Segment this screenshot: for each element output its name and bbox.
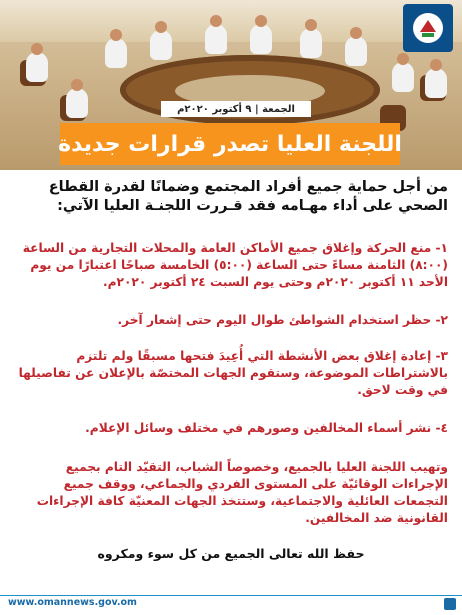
appeal-paragraph: وتهيب اللجنة العليا بالجميع، وخصوصاً الشباب، التقيّد التام بجميع الإجراءات الوقائيّة على المستوى الفردي والجماعي، ووقف جميع التجمعات العائلية والاجتماعية، وستتخذ الجهات المعنيّة كافة الإجراءات القانونية ضد المخالفين. <box>36 460 448 525</box>
closing-text: حفظ الله تعالى الجميع من كل سوء ومكروه <box>97 546 365 561</box>
emblem-icon <box>410 10 446 46</box>
decision-item-4: ٤- نشر أسماء المخالفين وصورهم في مختلف وسائل الإعلام. <box>85 421 448 435</box>
decision-item-1: ١- منع الحركة وإغلاق جميع الأماكن العامة والمحلات التجارية من الساعة (٨:٠٠) الثامنة مساءً حتى الساعة (٥:٠٠) الخامسة صباحًا اعتبارًا من يوم الأحد ١١ أكتوبر ٢٠٢٠م وحتى يوم السبت ٢٤ أكتوبر ٢٠٢٠م. <box>22 241 448 289</box>
decision-item-2: ٢- حظر استخدام الشواطئ طوال اليوم حتى إشعار آخر. <box>117 313 448 327</box>
intro-text: من أجل حماية جميع أفراد المجتمع وضمانًا لقدرة القطاع الصحي على أداء مهـامه فقد قـررت اللجنـة العليا الآتي: <box>48 179 448 214</box>
decision-item-3: ٣- إعادة إغلاق بعض الأنشطة التي أُعِيدَ فتحها مسبقًا ولم تلتزم بالاشتراطات الموضوعة، وستقوم الجهات المختصّة بالإعلان عن تفاصيلها في وقت لاحق. <box>18 349 448 397</box>
headline: اللجنة العليا تصدر قرارات جديدة <box>60 123 400 165</box>
website-link[interactable]: www.omannews.gov.om <box>8 597 137 608</box>
date-label: الجمعة | ٩ أكتوبر ٢٠٢٠م <box>161 101 311 117</box>
footer <box>0 593 462 615</box>
oman-news-logo <box>403 4 453 52</box>
brand-mark-icon <box>444 598 456 610</box>
